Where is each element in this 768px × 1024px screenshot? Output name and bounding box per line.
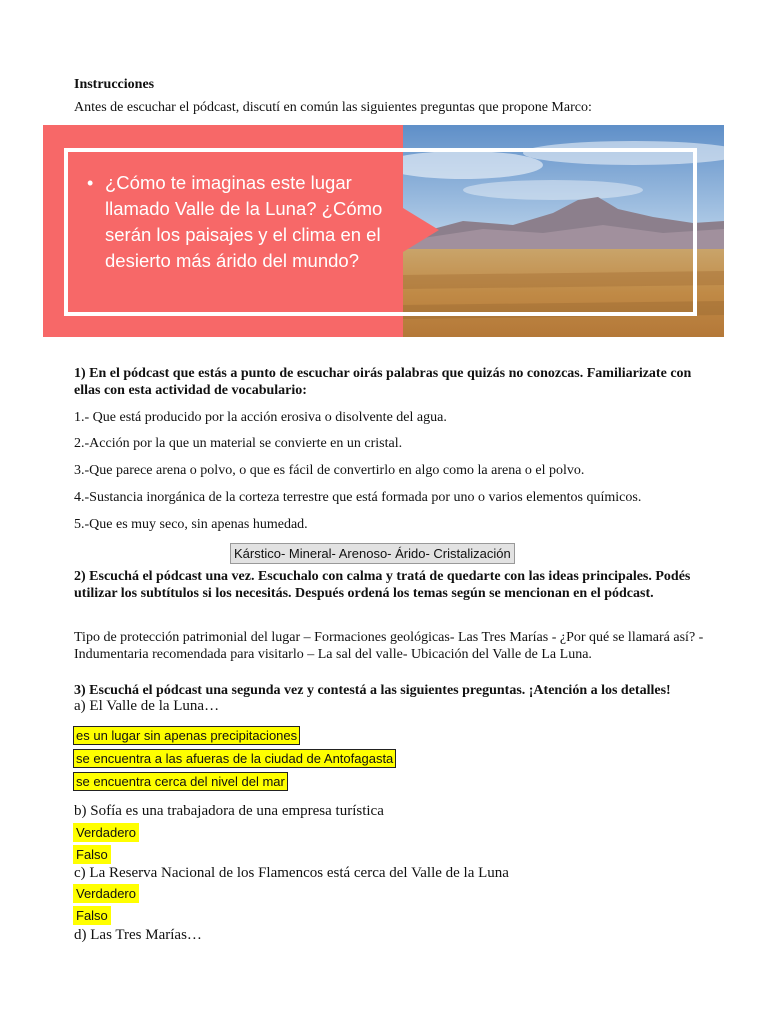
question-b: b) Sofía es una trabajadora de una empresa turística	[74, 803, 384, 819]
section2-heading: 2) Escuchá el pódcast una vez. Escuchalo con calma y tratá de quedarte con las ideas principales. Podés utilizar los subtítulos si los necesitás. Después ordená los temas según se mencionan en el pódcast.	[74, 569, 691, 601]
option-c-false[interactable]: Falso	[73, 906, 111, 925]
vocab-item-5: 5.-Que es muy seco, sin apenas humedad.	[74, 517, 308, 532]
instructions-heading: Instrucciones	[74, 77, 155, 92]
option-a-1[interactable]: es un lugar sin apenas precipitaciones	[73, 726, 300, 745]
vocab-item-1: 1.- Que está producido por la acción erosiva o disolvente del agua.	[74, 410, 447, 425]
question-d: d) Las Tres Marías…	[74, 927, 202, 943]
option-a-2[interactable]: se encuentra a las afueras de la ciudad de Antofagasta	[73, 749, 396, 768]
valle-de-la-luna-banner	[43, 125, 724, 337]
section3-heading: 3) Escuchá el pódcast una segunda vez y contestá a las siguientes preguntas. ¡Atención a los detalles!	[74, 683, 671, 698]
option-b-false[interactable]: Falso	[73, 845, 111, 864]
vocab-item-3: 3.-Que parece arena o polvo, o que es fácil de convertirlo en algo como la arena o el polvo.	[74, 463, 585, 478]
question-a: a) El Valle de la Luna…	[74, 698, 220, 714]
banner-question: ¿Cómo te imaginas este lugar llamado Valle de la Luna? ¿Cómo serán los paisajes y el clima en el desierto más árido del mundo?	[105, 172, 383, 271]
option-c-true[interactable]: Verdadero	[73, 884, 139, 903]
option-b-true[interactable]: Verdadero	[73, 823, 139, 842]
option-a-3[interactable]: se encuentra cerca del nivel del mar	[73, 772, 288, 791]
banner-arrow-shape	[403, 208, 439, 252]
instructions-intro: Antes de escuchar el pódcast, discutí en común las siguientes preguntas que propone Marco:	[74, 100, 592, 115]
vocab-item-2: 2.-Acción por la que un material se convierte en un cristal.	[74, 436, 403, 451]
section1-heading: 1) En el pódcast que estás a punto de escuchar oirás palabras que quizás no conozcas. Familiarizate con ellas con esta actividad de vocabulario:	[74, 366, 692, 398]
word-bank: Kárstico- Mineral- Arenoso- Árido- Cristalización	[230, 543, 515, 564]
section2-topics: Tipo de protección patrimonial del lugar – Formaciones geológicas- Las Tres Marías - ¿Por qué se llamará así? - Indumentaria recomendada para visitarlo – La sal del valle- Ubicación del Valle de La Luna.	[74, 630, 704, 662]
question-c: c) La Reserva Nacional de los Flamencos está cerca del Valle de la Luna	[74, 865, 509, 881]
vocab-item-4: 4.-Sustancia inorgánica de la corteza terrestre que está formada por uno o varios elementos químicos.	[74, 490, 642, 505]
banner-bullet: •	[87, 173, 94, 193]
